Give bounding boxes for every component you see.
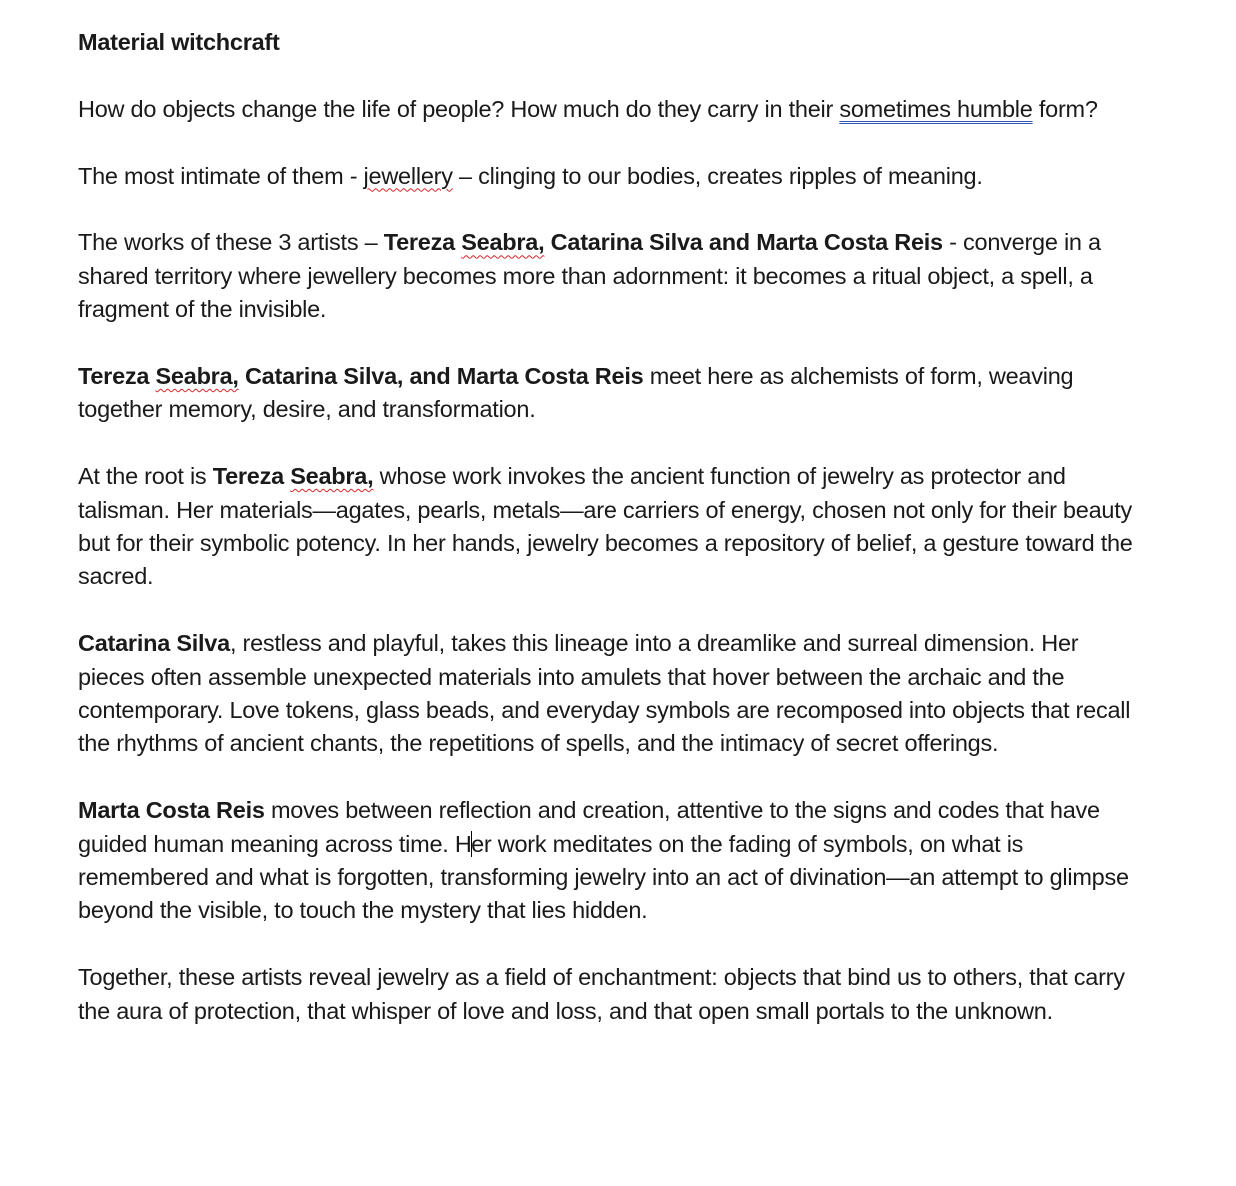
paragraph-7 (78, 794, 1138, 928)
paragraph-3 (78, 226, 1138, 326)
paragraph-5-text-a: At the root is (78, 463, 213, 490)
paragraph-1-text-a: How do objects change the life of people? How much do they carry in their (78, 95, 840, 122)
paragraph-3-text-b: - converge in a shared territory where jewellery becomes more than adornment: it becomes a ritual object, a spell, a fragment of the invisible. (78, 229, 1101, 323)
document-body[interactable] (78, 26, 1138, 1061)
paragraph-7-bold-a: Marta Costa Reis (78, 797, 265, 824)
paragraph-3-bold-a: Tereza (383, 229, 462, 256)
spelling-flagged-word[interactable]: Seabra, (461, 229, 545, 256)
grammar-flagged-phrase[interactable]: sometimes humble (839, 95, 1033, 122)
paragraph-1-text-b: form? (1032, 95, 1098, 122)
paragraph-7-text-a: moves between reflection and creation, attentive to the signs and codes that have guided human meaning across time. H (78, 797, 1100, 857)
paragraph-4-text-b: meet here as alchemists of form, weaving together memory, desire, and transformation. (78, 363, 1074, 423)
paragraph-6 (78, 627, 1138, 761)
paragraph-4-bold-a: Tereza (78, 363, 156, 389)
paragraph-6-text-b: , restless and playful, takes this lineage into a dreamlike and surreal dimension. Her pieces often assemble unexpected materials into amulets that hover between the archaic and the contemporary. Love tokens, glass beads, and everyday symbols are recomposed into objects that recall the rhythms of ancient chants, the repetitions of spells, and the intimacy of secret offerings. (78, 630, 1131, 757)
document-title: Material witchcraft (78, 29, 280, 55)
paragraph-4-bold-b: Catarina Silva, and Marta Costa Reis (238, 363, 644, 389)
spelling-flagged-word[interactable]: Seabra, (290, 463, 374, 490)
spelling-flagged-word[interactable]: Seabra, (155, 363, 239, 389)
paragraph-3-text-a: The works of these 3 artists – (78, 229, 384, 256)
paragraph-2-text-b: – clinging to our bodies, creates ripples of meaning. (452, 162, 983, 189)
paragraph-4 (78, 360, 1138, 427)
paragraph-2 (78, 160, 1138, 193)
paragraph-1 (78, 93, 1138, 126)
spelling-flagged-word[interactable]: jewellery (363, 162, 453, 189)
paragraph-8 (78, 961, 1138, 1028)
paragraph-5-text-b: whose work invokes the ancient function of jewelry as protector and talisman. Her materials—agates, pearls, metals—are carriers of energy, chosen not only for their beauty but for their symbolic potency. In her hands, jewelry becomes a repository of belief, a gesture toward the sacred. (78, 463, 1133, 590)
paragraph-7-text-b: er work meditates on the fading of symbols, on what is remembered and what is forgotten, transforming jewelry into an act of divination—an attempt to glimpse beyond the visible, to touch the mystery that lies hidden. (78, 830, 1129, 924)
paragraph-5-bold-a: Tereza (212, 463, 291, 490)
paragraph-8-text-a: Together, these artists reveal jewelry as a field of enchantment: objects that bind us to others, that carry the aura of protection, that whisper of love and loss, and that open small portals to the unknown. (78, 964, 1125, 1024)
paragraph-2-text-a: The most intimate of them - (78, 162, 364, 189)
paragraph-5 (78, 460, 1138, 594)
paragraph-6-bold-a: Catarina Silva (78, 630, 230, 657)
paragraph-3-bold-b: Catarina Silva and Marta Costa Reis (544, 229, 943, 256)
